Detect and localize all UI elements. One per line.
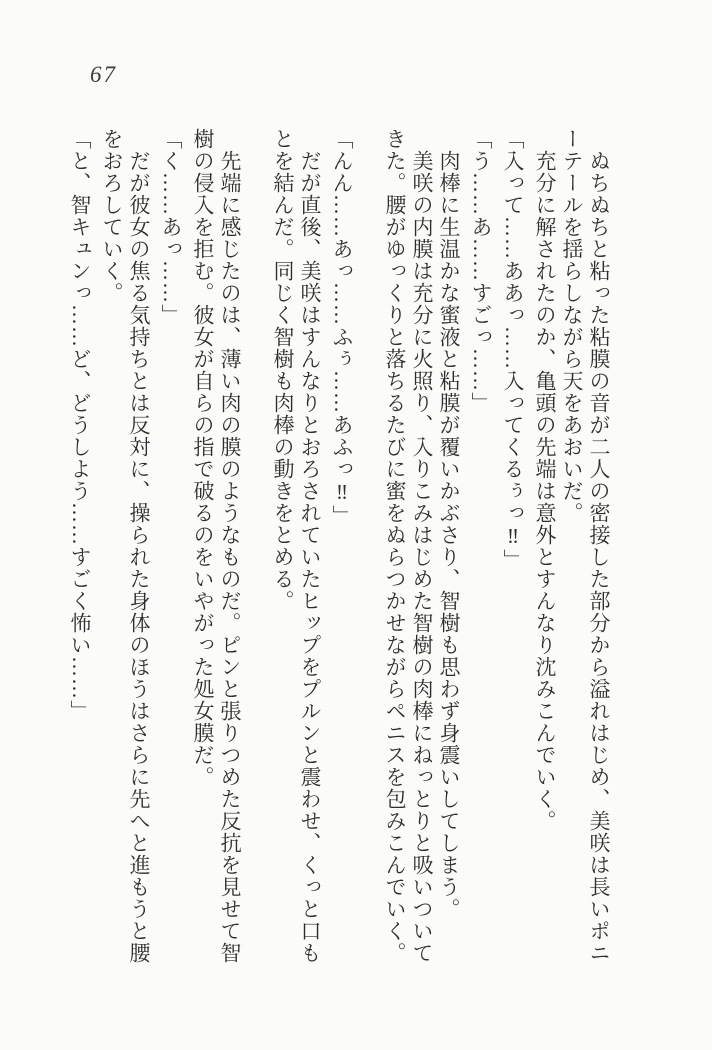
page-text (61, 128, 612, 968)
paragraph-narration: 充分に解されたのか、亀頭の先端は意外とすんなり沈みこんでいく。 (533, 150, 557, 832)
paragraph-dialogue: 「く……あっ……」 (159, 128, 183, 326)
paragraph-narration: 美咲の内膜は充分に火照り、入りこみはじめた智樹の肉棒にねっとりと吸いついてきた。腰がゆっくりと落ちるたびに蜜をぬらつかせながらペニスを包みこんでいく。 (383, 128, 434, 964)
paragraph-dialogue: 「と、智キュンっ……ど、どうしよう……すごく怖い……」 (68, 128, 92, 722)
paragraph-narration: だが彼女の焦る気持ちとは反対に、操られた身体のほうはさらに先へと進もうと腰をおろしていく。 (100, 128, 151, 964)
paragraph-narration: ぬちぬちと粘った粘膜の音が二人の密接した部分から溢れはじめ、美咲は長いポニーテールを揺らしながら天をあおいだ。 (560, 128, 611, 964)
paragraph-narration: 肉棒に生温かな蜜液と粘膜が覆いかぶさり、智樹も思わず身震いしてしまう。 (437, 150, 461, 920)
page-number: 67 (90, 62, 117, 87)
paragraph-narration: だが直後、美咲はすんなりとおろされていたヒップをプルンと震わせ、くっと口もとを結んだ。同じく智樹も肉棒の動きをとめる。 (271, 128, 322, 964)
paragraph-narration: 先端に感じたのは、薄い肉の膜のようなものだ。ピンと張りつめた反抗を見せて智樹の侵入を拒む。彼女が自らの指で破るのをいやがった処女膜だ。 (191, 128, 242, 964)
paragraph-dialogue: 「入って……ああっ……入ってくるぅっ‼」 (501, 128, 525, 571)
paragraph-dialogue: 「う……あ……すごっ……」 (469, 128, 493, 414)
paragraph-dialogue: 「んん……あっ……ふぅ……あふっ‼」 (330, 128, 354, 527)
